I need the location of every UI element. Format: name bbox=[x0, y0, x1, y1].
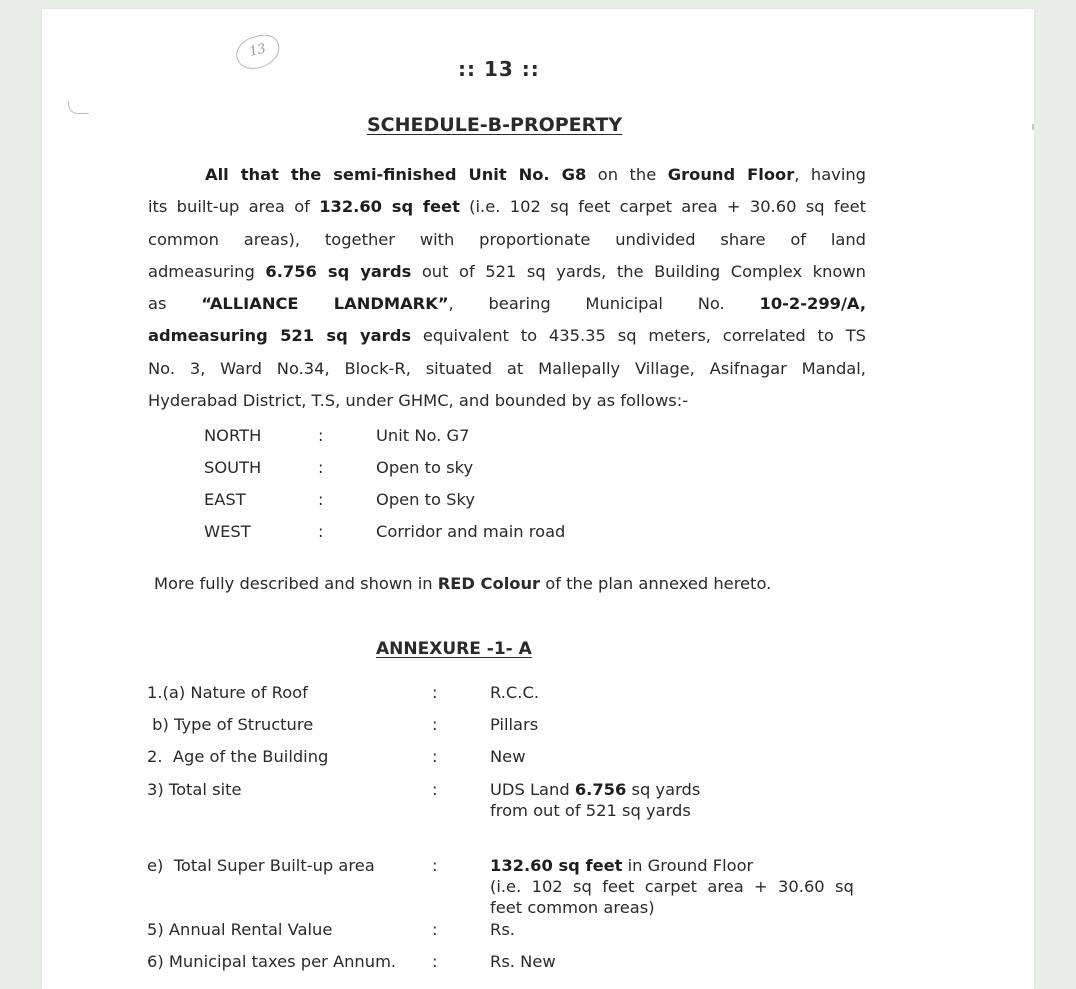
text-run: Rs. bbox=[490, 920, 515, 939]
boundary-direction: EAST bbox=[204, 490, 246, 509]
bold-text: All that the semi-finished Unit No. G8 bbox=[205, 165, 587, 184]
text-run: Hyderabad District, T.S, under GHMC, and bounded by as follows:- bbox=[148, 391, 689, 411]
annexure-value bbox=[490, 746, 526, 767]
bold-text: Ground Floor bbox=[667, 165, 795, 184]
text-run: its built-up area of bbox=[148, 197, 320, 217]
text-run: , bearing Municipal No. bbox=[448, 294, 760, 314]
annexure-value-line bbox=[490, 951, 556, 972]
bold-text: admeasuring 521 sq yards bbox=[148, 326, 412, 346]
separator: : bbox=[432, 920, 438, 939]
text-run: in Ground Floor bbox=[622, 856, 754, 875]
separator: : bbox=[432, 856, 438, 875]
annexure-value-line bbox=[490, 876, 854, 897]
annexure-value bbox=[490, 951, 556, 972]
separator: : bbox=[432, 715, 438, 734]
bold-text: “ALLIANCE LANDMARK” bbox=[201, 294, 449, 314]
bold-text: 6.756 sq yards bbox=[265, 261, 412, 281]
annexure-label: e) Total Super Built-up area bbox=[147, 856, 375, 875]
boundary-direction: WEST bbox=[204, 522, 251, 541]
boundary-value: Unit No. G7 bbox=[376, 426, 470, 445]
text-run: feet common areas) bbox=[490, 898, 655, 917]
text-run: More fully described and shown in bbox=[154, 574, 438, 593]
boundary-value: Open to sky bbox=[376, 458, 474, 477]
text-run: admeasuring bbox=[148, 261, 266, 281]
text-run: from out of 521 sq yards bbox=[490, 801, 691, 820]
annexure-value-line bbox=[490, 919, 515, 940]
text-run: (i.e. 102 sq feet carpet area + 30.60 sq feet bbox=[459, 197, 866, 217]
description-line bbox=[148, 320, 866, 352]
annexure-value-line bbox=[490, 746, 526, 767]
text-run: New bbox=[490, 747, 526, 766]
boundary-value: Open to Sky bbox=[376, 490, 475, 509]
text-run: out of 521 sq yards, the Building Complex known bbox=[411, 261, 866, 281]
annexure-value bbox=[490, 779, 700, 821]
description-line bbox=[148, 288, 866, 320]
text-run: , having bbox=[794, 165, 866, 184]
property-description bbox=[148, 159, 866, 417]
text-run: No. 3, Ward No.34, Block-R, situated at Mallepally Village, Asifnagar Mandal, bbox=[148, 358, 866, 378]
text-run: of the plan annexed hereto. bbox=[540, 574, 772, 593]
text-run: (i.e. 102 sq feet carpet area + 30.60 sq bbox=[490, 877, 854, 896]
annexure-value bbox=[490, 855, 854, 918]
annexure-value-line bbox=[490, 682, 539, 703]
handwritten-page-note: 13 bbox=[233, 31, 283, 73]
annexure-value bbox=[490, 714, 538, 735]
annexure-label: 3) Total site bbox=[147, 780, 242, 799]
schedule-heading: SCHEDULE-B-PROPERTY bbox=[367, 114, 623, 136]
separator: : bbox=[318, 522, 324, 541]
boundary-value: Corridor and main road bbox=[376, 522, 566, 541]
annexure-value bbox=[490, 919, 515, 940]
annexure-value bbox=[490, 682, 539, 703]
bold-text: 6.756 bbox=[574, 780, 627, 799]
annexure-value-line bbox=[490, 779, 700, 800]
text-run: sq yards bbox=[626, 780, 701, 799]
bold-text: RED Colour bbox=[437, 574, 541, 593]
annexure-label: b) Type of Structure bbox=[147, 715, 314, 734]
annexure-title: ANNEXURE -1- A bbox=[376, 639, 532, 659]
separator: : bbox=[318, 490, 324, 509]
bold-text: 10-2-299/A, bbox=[759, 294, 867, 314]
text-run: common areas), together with proportionate undivided share of land bbox=[148, 229, 866, 249]
annexure-value-line bbox=[490, 897, 854, 918]
text-run: Rs. New bbox=[490, 952, 556, 971]
edge-mark bbox=[1032, 124, 1034, 130]
annexure-value-line bbox=[490, 855, 854, 876]
plan-reference-text bbox=[154, 574, 771, 593]
pen-mark bbox=[68, 101, 89, 114]
annexure-label: 5) Annual Rental Value bbox=[147, 920, 333, 939]
separator: : bbox=[432, 780, 438, 799]
description-line bbox=[148, 191, 866, 223]
annexure-value-line bbox=[490, 714, 538, 735]
separator: : bbox=[432, 952, 438, 971]
boundary-direction: NORTH bbox=[204, 426, 262, 445]
text-run: R.C.C. bbox=[490, 683, 539, 702]
bold-text: 132.60 sq feet bbox=[319, 197, 460, 217]
bold-text: 132.60 sq feet bbox=[490, 856, 623, 875]
boundary-direction: SOUTH bbox=[204, 458, 262, 477]
description-line bbox=[148, 385, 866, 417]
annexure-label: 6) Municipal taxes per Annum. bbox=[147, 952, 397, 971]
text-run: as bbox=[148, 294, 202, 314]
document-page bbox=[42, 9, 1034, 989]
text-run: on the bbox=[586, 165, 668, 184]
description-line bbox=[148, 159, 866, 191]
text-run: UDS Land bbox=[490, 780, 575, 799]
description-line bbox=[148, 256, 866, 288]
description-line bbox=[148, 353, 866, 385]
text-run: Pillars bbox=[490, 715, 539, 734]
separator: : bbox=[432, 683, 438, 702]
separator: : bbox=[318, 458, 324, 477]
text-run: equivalent to 435.35 sq meters, correlated to TS bbox=[411, 326, 866, 346]
annexure-label: 2. Age of the Building bbox=[147, 747, 329, 766]
annexure-value-line bbox=[490, 800, 700, 821]
separator: : bbox=[432, 747, 438, 766]
page-number: :: 13 :: bbox=[458, 57, 540, 81]
annexure-label: 1.(a) Nature of Roof bbox=[147, 683, 308, 702]
separator: : bbox=[318, 426, 324, 445]
description-line bbox=[148, 224, 866, 256]
